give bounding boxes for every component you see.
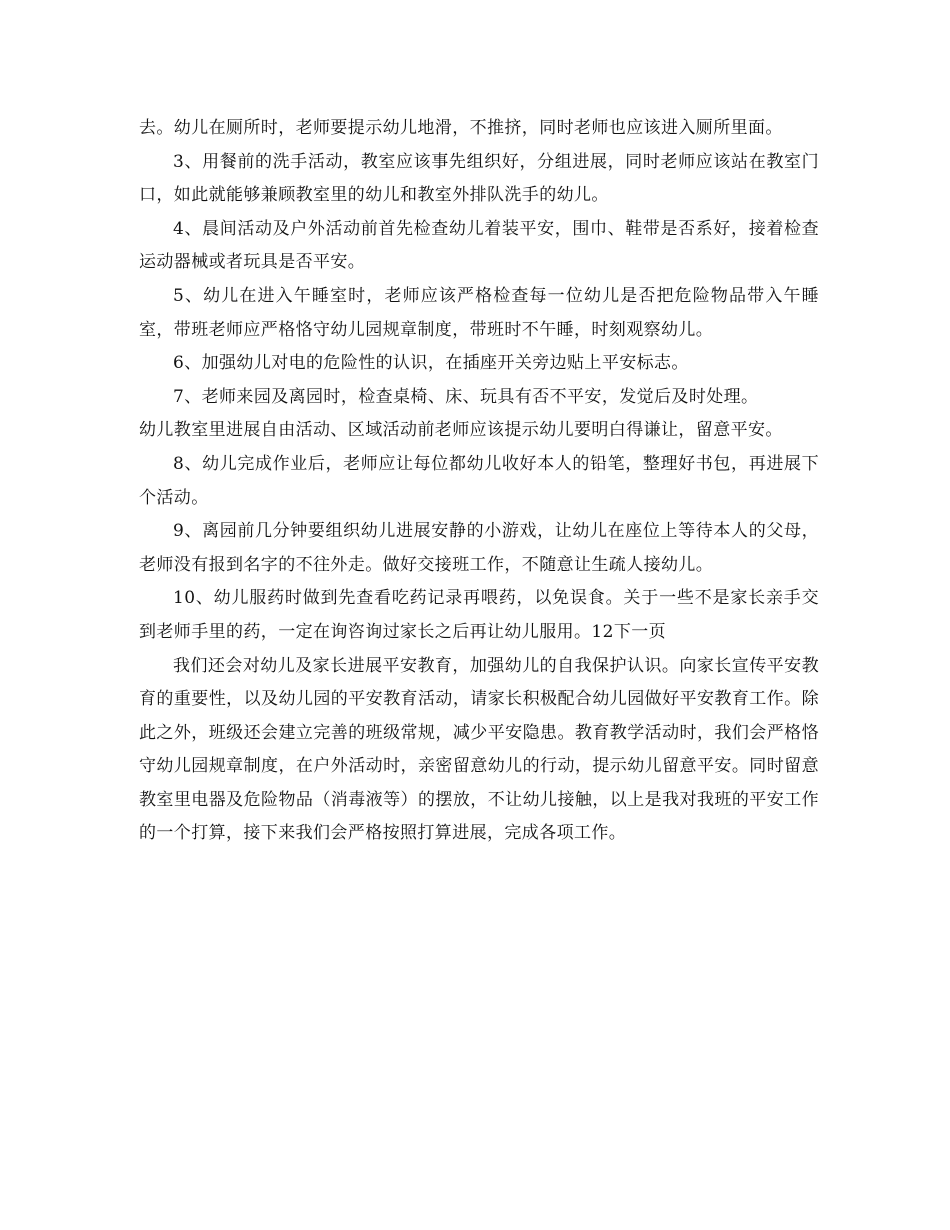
paragraph-item-3: 3、用餐前的洗手活动，教室应该事先组织好，分组进展，同时老师应该站在教室门口，如此就能够兼顾教室里的幼儿和教室外排队洗手的幼儿。 bbox=[139, 151, 819, 206]
paragraph-item-4: 4、晨间活动及户外活动前首先检查幼儿着装平安，围巾、鞋带是否系好，接着检查运动器械或者玩具是否平安。 bbox=[139, 218, 819, 273]
paragraph-summary: 我们还会对幼儿及家长进展平安教育，加强幼儿的自我保护认识。向家长宣传平安教育的重要性，以及幼儿园的平安教育活动，请家长积极配合幼儿园做好平安教育工作。除此之外，班级还会建立完善的班级常规，减少平安隐患。教育教学活动时，我们会严格恪守幼儿园规章制度，在户外活动时，亲密留意幼儿的行动，提示幼儿留意平安。同时留意教室里电器及危险物品（消毒液等）的摆放，不让幼儿接触，以上是我对我班的平安工作的一个打算，接下来我们会严格按照打算进展，完成各项工作。 bbox=[139, 655, 819, 844]
document-page bbox=[139, 112, 819, 851]
paragraph-item-8: 8、幼儿完成作业后，老师应让每位都幼儿收好本人的铅笔，整理好书包，再进展下个活动。 bbox=[139, 453, 819, 508]
paragraph-item-7-continued: 幼儿教室里进展自由活动、区域活动前老师应该提示幼儿要明白得谦让，留意平安。 bbox=[139, 420, 783, 441]
paragraph-item-10: 10、幼儿服药时做到先查看吃药记录再喂药，以免误食。关于一些不是家长亲手交到老师手里的药，一定在询咨询过家长之后再让幼儿服用。12下一页 bbox=[139, 588, 819, 642]
paragraph-item-7: 7、老师来园及离园时，检查桌椅、床、玩具有否不平安，发觉后及时处理。 bbox=[173, 386, 759, 407]
paragraph-item-6: 6、加强幼儿对电的危险性的认识，在插座开关旁边贴上平安标志。 bbox=[173, 353, 689, 374]
paragraph-1: 去。幼儿在厕所时，老师要提示幼儿地滑，不推挤，同时老师也应该进入厕所里面。 bbox=[139, 118, 783, 138]
paragraph-item-9: 9、离园前几分钟要组织幼儿进展安静的小游戏，让幼儿在座位上等待本人的父母，老师没有报到名字的不往外走。做好交接班工作，不随意让生疏人接幼儿。 bbox=[139, 521, 819, 575]
paragraph-item-5: 5、幼儿在进入午睡室时，老师应该严格检查每一位幼儿是否把危险物品带入午睡室，带班老师应严格恪守幼儿园规章制度，带班时不午睡，时刻观察幼儿。 bbox=[139, 285, 819, 340]
